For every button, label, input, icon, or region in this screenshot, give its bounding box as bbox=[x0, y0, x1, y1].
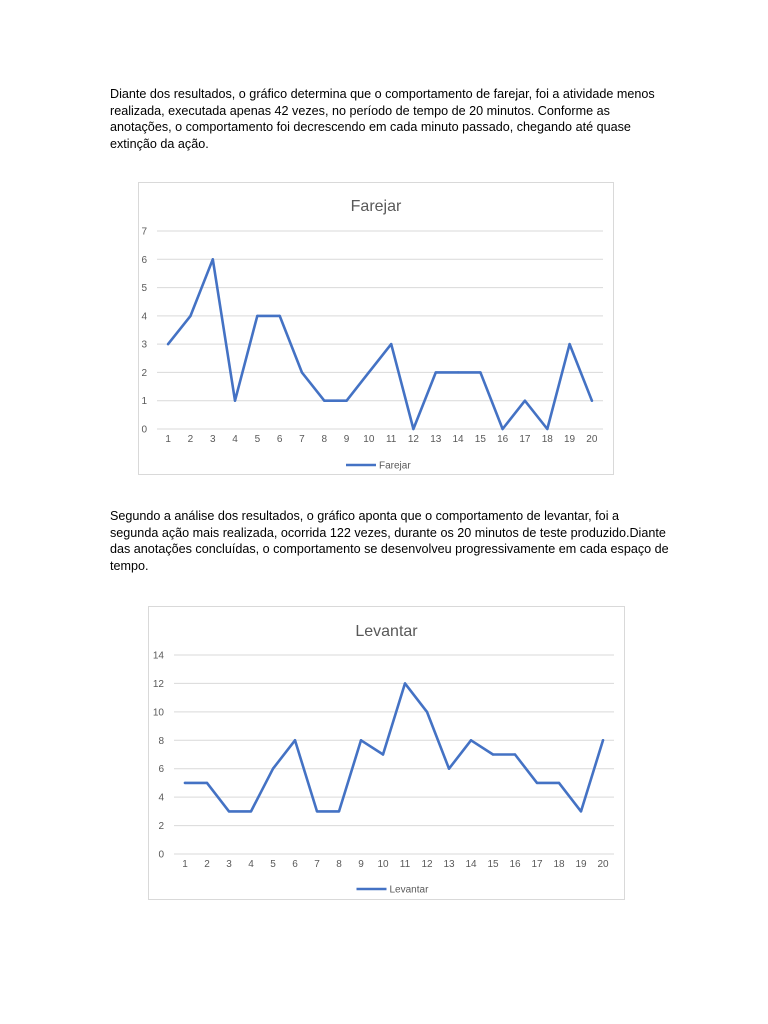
chart1-x-tick-label: 12 bbox=[407, 434, 420, 445]
chart1-x-tick-label: 9 bbox=[343, 434, 350, 445]
chart2-y-tick-label: 12 bbox=[152, 678, 164, 690]
chart2-data-point bbox=[492, 753, 494, 755]
chart2-y-tick-label: 10 bbox=[152, 707, 164, 719]
chart1-y-tick-label: 4 bbox=[141, 311, 147, 323]
chart-farejar-svg bbox=[139, 183, 613, 474]
chart1-x-tick-label: 11 bbox=[385, 434, 397, 445]
chart1-data-point bbox=[234, 400, 236, 402]
chart1-x-tick-label: 7 bbox=[299, 434, 305, 445]
chart1-x-tick-label: 5 bbox=[254, 434, 261, 445]
chart2-x-tick-label: 12 bbox=[421, 859, 433, 870]
chart1-x-tick-label: 17 bbox=[519, 434, 531, 445]
chart2-x-tick-label: 6 bbox=[292, 859, 298, 870]
paragraph-levantar: Segundo a análise dos resultados, o gráfico aponta que o comportamento de levantar, foi a segunda ação mais realizada, ocorrida 122 vezes, durante os 20 minutos de teste produzido.Diante das anotações concluídas, o comportamento se desenvolveu progressivamente em cada espaço de tempo. bbox=[110, 509, 669, 573]
chart2-data-point bbox=[558, 782, 560, 784]
paragraph-farejar: Diante dos resultados, o gráfico determina que o comportamento de farejar, foi a atividade menos realizada, executada apenas 42 vezes, no período de tempo de 20 minutos. Conforme as anotações, o comportamento foi decrescendo em cada minuto passado, chegando até quase extinção da ação. bbox=[110, 87, 655, 151]
chart2-x-tick-label: 11 bbox=[399, 859, 411, 870]
chart1-data-point bbox=[345, 400, 347, 402]
chart2-data-point bbox=[426, 711, 428, 713]
chart2-data-point bbox=[514, 753, 516, 755]
chart2-x-tick-label: 5 bbox=[270, 859, 276, 870]
chart2-data-point bbox=[580, 810, 582, 812]
chart2-data-point bbox=[360, 739, 362, 741]
chart1-data-point bbox=[501, 428, 503, 430]
chart2-y-tick-label: 8 bbox=[158, 735, 164, 747]
chart2-x-tick-label: 1 bbox=[182, 859, 188, 870]
chart2-x-tick-label: 8 bbox=[336, 859, 342, 870]
chart2-series-line bbox=[185, 683, 603, 811]
chart1-data-point bbox=[546, 428, 548, 430]
chart1-y-tick-label: 5 bbox=[141, 283, 147, 295]
chart1-x-tick-label: 1 bbox=[165, 434, 171, 445]
chart2-data-point bbox=[382, 753, 384, 755]
chart1-y-tick-label: 7 bbox=[141, 226, 147, 238]
chart2-x-tick-label: 4 bbox=[248, 859, 254, 870]
chart2-x-tick-label: 16 bbox=[509, 859, 521, 870]
chart2-y-tick-label: 2 bbox=[158, 821, 164, 833]
chart2-x-tick-label: 20 bbox=[597, 859, 609, 870]
chart2-data-point bbox=[602, 739, 604, 741]
chart2-data-point bbox=[338, 810, 340, 812]
chart1-data-point bbox=[524, 400, 526, 402]
chart2-y-tick-label: 14 bbox=[152, 650, 164, 662]
chart1-data-point bbox=[189, 315, 191, 317]
chart2-data-point bbox=[250, 810, 252, 812]
chart1-x-tick-label: 15 bbox=[474, 434, 486, 445]
chart2-data-point bbox=[294, 739, 296, 741]
chart2-x-tick-label: 17 bbox=[531, 859, 543, 870]
chart1-x-tick-label: 6 bbox=[276, 434, 283, 445]
chart1-x-tick-label: 13 bbox=[430, 434, 442, 445]
chart-levantar bbox=[148, 606, 625, 900]
chart1-data-point bbox=[167, 343, 169, 345]
chart1-data-point bbox=[279, 315, 281, 317]
chart2-x-tick-label: 14 bbox=[465, 859, 477, 870]
chart1-x-tick-label: 4 bbox=[232, 434, 238, 445]
chart1-title: Farejar bbox=[350, 198, 402, 215]
chart2-title: Levantar bbox=[355, 623, 418, 640]
chart1-y-tick-label: 0 bbox=[141, 424, 147, 436]
chart1-data-point bbox=[591, 400, 593, 402]
chart2-y-tick-label: 0 bbox=[158, 849, 164, 861]
chart1-x-tick-label: 14 bbox=[452, 434, 464, 445]
chart1-legend-label: Farejar bbox=[379, 460, 411, 472]
chart2-data-point bbox=[316, 810, 318, 812]
chart-levantar-svg bbox=[149, 607, 624, 899]
chart2-y-tick-label: 4 bbox=[158, 792, 164, 804]
chart2-data-point bbox=[536, 782, 538, 784]
chart2-x-tick-label: 2 bbox=[204, 859, 210, 870]
chart1-y-tick-label: 1 bbox=[141, 396, 147, 408]
chart1-x-tick-label: 16 bbox=[497, 434, 509, 445]
chart2-data-point bbox=[272, 768, 274, 770]
chart1-x-tick-label: 19 bbox=[563, 434, 576, 445]
chart1-data-point bbox=[212, 258, 214, 260]
chart1-y-tick-label: 3 bbox=[141, 339, 147, 351]
chart2-legend-label: Levantar bbox=[389, 884, 429, 896]
chart2-x-tick-label: 19 bbox=[575, 859, 587, 870]
chart1-x-tick-label: 10 bbox=[363, 434, 375, 445]
chart1-x-tick-label: 20 bbox=[586, 434, 598, 445]
chart2-x-tick-label: 15 bbox=[487, 859, 499, 870]
chart2-x-tick-label: 9 bbox=[358, 859, 364, 870]
chart1-data-point bbox=[457, 371, 459, 373]
chart2-x-tick-label: 10 bbox=[377, 859, 389, 870]
chart1-data-point bbox=[256, 315, 258, 317]
chart2-x-tick-label: 13 bbox=[443, 859, 455, 870]
chart2-data-point bbox=[228, 810, 230, 812]
chart2-y-tick-label: 6 bbox=[158, 764, 164, 776]
chart1-y-tick-label: 6 bbox=[141, 254, 147, 266]
chart1-data-point bbox=[301, 371, 303, 373]
chart2-data-point bbox=[448, 768, 450, 770]
chart2-data-point bbox=[206, 782, 208, 784]
chart1-data-point bbox=[390, 343, 392, 345]
chart2-x-tick-label: 3 bbox=[226, 859, 232, 870]
chart1-data-point bbox=[368, 371, 370, 373]
chart1-x-tick-label: 3 bbox=[209, 434, 216, 445]
chart2-x-tick-label: 7 bbox=[314, 859, 320, 870]
chart1-x-tick-label: 18 bbox=[541, 434, 553, 445]
chart-farejar bbox=[138, 182, 614, 475]
chart1-data-point bbox=[323, 400, 325, 402]
chart2-x-tick-label: 18 bbox=[553, 859, 565, 870]
chart1-data-point bbox=[435, 371, 437, 373]
chart2-data-point bbox=[404, 682, 406, 684]
chart1-data-point bbox=[568, 343, 570, 345]
chart1-data-point bbox=[479, 371, 481, 373]
chart1-x-tick-label: 8 bbox=[321, 434, 328, 445]
chart1-data-point bbox=[412, 428, 414, 430]
chart1-x-tick-label: 2 bbox=[187, 434, 194, 445]
chart2-data-point bbox=[184, 782, 186, 784]
chart1-y-tick-label: 2 bbox=[141, 367, 147, 379]
chart2-data-point bbox=[470, 739, 472, 741]
